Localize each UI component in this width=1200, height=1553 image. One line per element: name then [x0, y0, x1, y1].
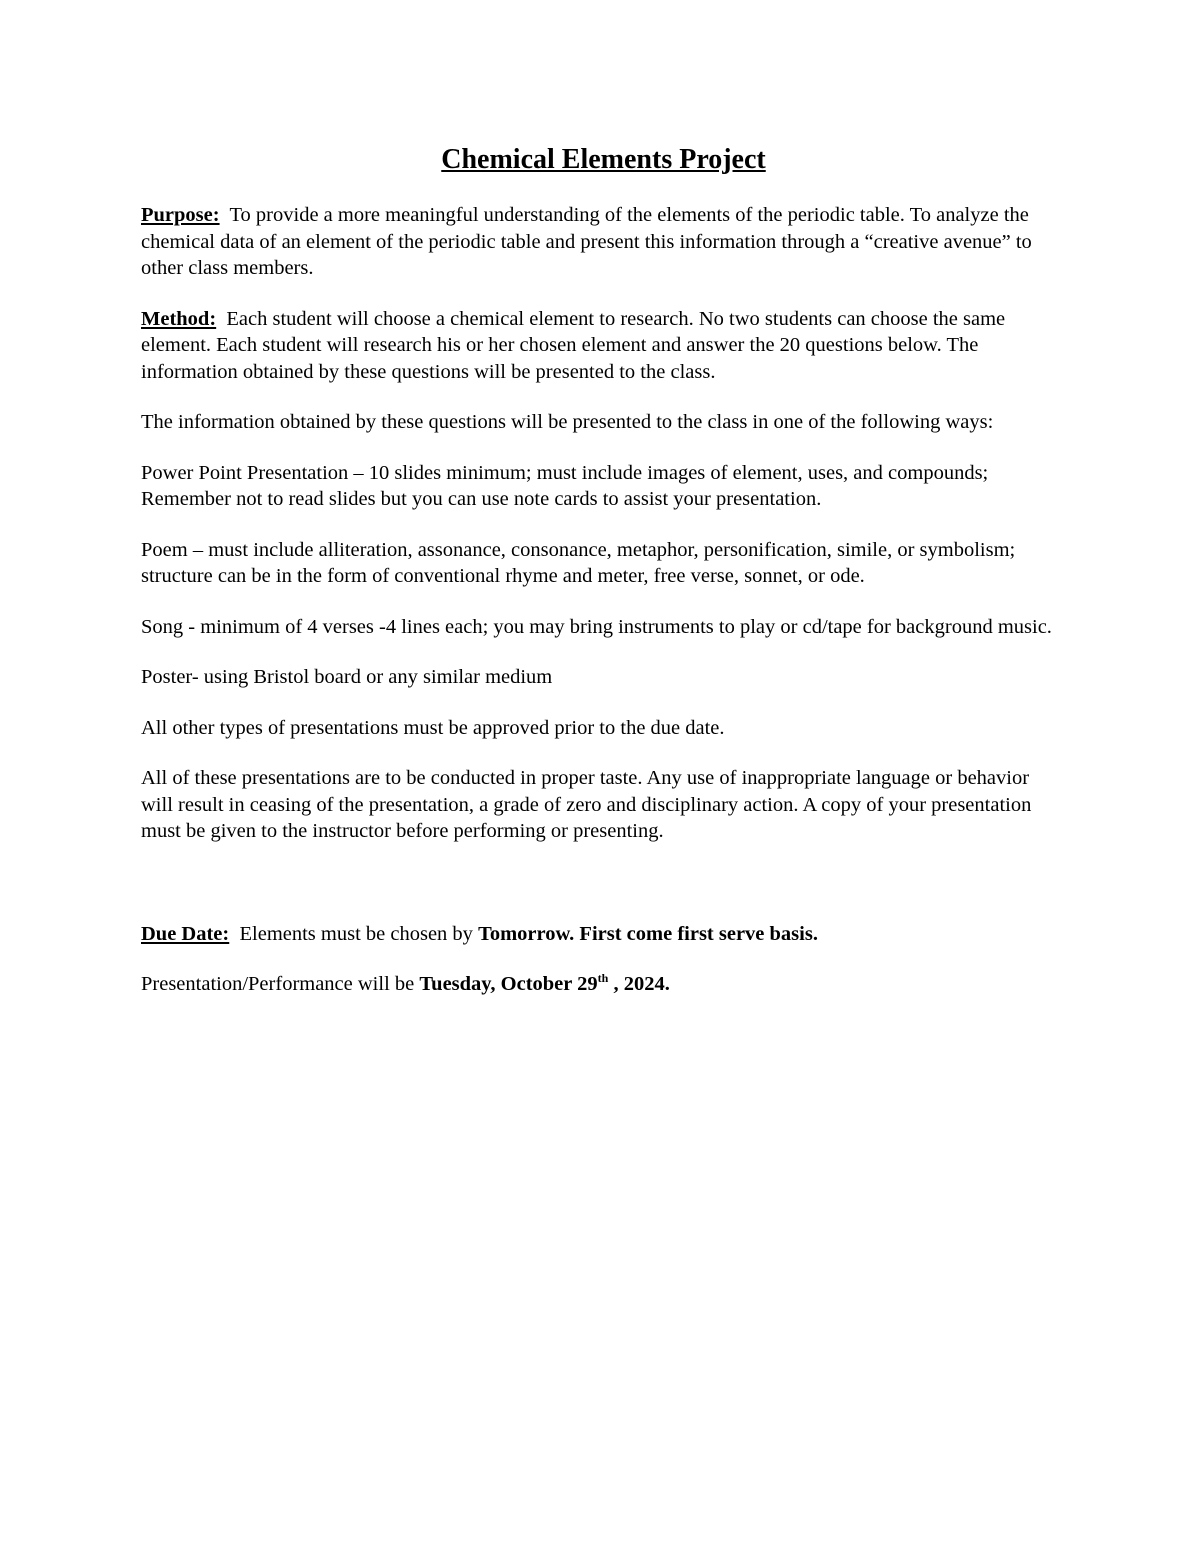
presentation-date-main: Tuesday, October 29 — [419, 973, 598, 995]
approval-note: All other types of presentations must be approved prior to the due date. — [141, 716, 725, 739]
due-date-label: Due Date: — [141, 922, 230, 945]
presentation-date-suffix: th — [597, 971, 609, 985]
method-paragraph — [141, 306, 1066, 386]
method-text: Each student will choose a chemical element to research. No two students can choose the same element. Each student will research his or her chosen element and answer the 20 questions below. The information obtained by these questions will be presented to the class. — [141, 307, 1006, 383]
purpose-paragraph — [141, 202, 1066, 282]
due-date-text: Elements must be chosen by — [239, 922, 473, 945]
ways-intro: The information obtained by these questions will be presented to the class in one of the following ways: — [141, 411, 994, 433]
option-song: Song - minimum of 4 verses -4 lines each; you may bring instruments to play or cd/tape for background music. — [141, 615, 1052, 638]
purpose-text: To provide a more meaningful understanding of the elements of the periodic table. To analyze the chemical data of an element of the periodic table and present this information through a “creative avenue” to other class members. — [141, 204, 1032, 279]
option-poster: Poster- using Bristol board or any similar medium — [141, 666, 553, 688]
presentation-date-text: Presentation/Performance will be — [141, 973, 415, 995]
method-label: Method: — [141, 307, 217, 330]
page-title: Chemical Elements Project — [441, 144, 766, 175]
option-powerpoint: Power Point Presentation – 10 slides minimum; must include images of element, uses, and compounds; Remember not to read slides but you can use note cards to assist your presentation. — [141, 461, 989, 510]
presentation-date-year: , 2024. — [613, 973, 670, 995]
option-poem: Poem – must include alliteration, assonance, consonance, metaphor, personification, simile, or symbolism; structure can be in the form of conventional rhyme and meter, free verse, sonnet, or ode. — [141, 538, 1016, 587]
document-page — [141, 140, 1066, 1022]
section-spacer — [141, 869, 1066, 921]
due-date-emphasis: Tomorrow. First come first serve basis. — [478, 922, 818, 945]
due-date-paragraph — [141, 921, 1066, 948]
presentation-date-paragraph — [141, 971, 1066, 998]
conduct-note: All of these presentations are to be conducted in proper taste. Any use of inappropriate language or behavior will result in ceasing of the presentation, a grade of zero and disciplinary action. A copy of your presentation must be given to the instructor before performing or presenting. — [141, 767, 1032, 842]
presentation-date-value — [419, 973, 669, 995]
purpose-label: Purpose: — [141, 204, 220, 226]
